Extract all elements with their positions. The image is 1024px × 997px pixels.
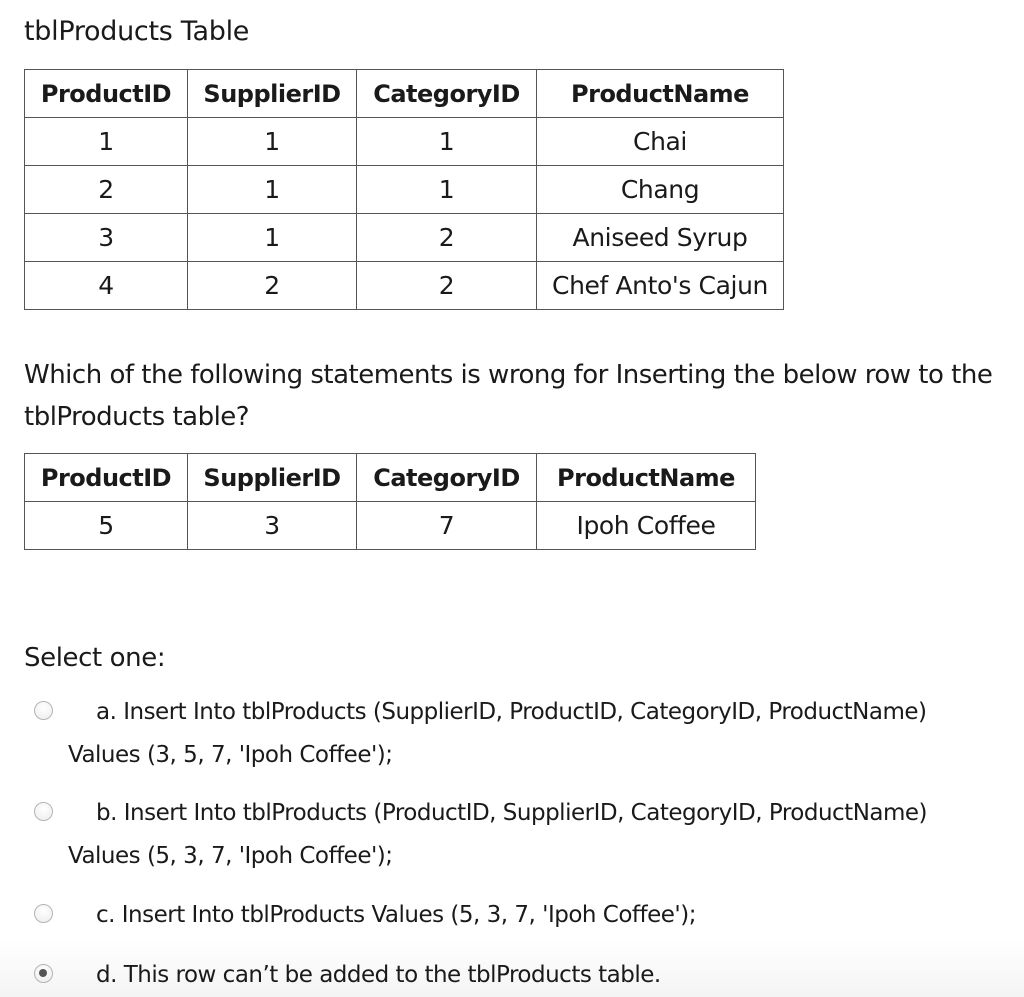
option-d-text: d. This row can’t be added to the tblProducts table. (96, 962, 661, 988)
column-header-productname: ProductName (537, 454, 756, 502)
answer-option-c[interactable] (34, 896, 1014, 936)
table-cell: Ipoh Coffee (537, 502, 756, 550)
radio-button-a[interactable] (34, 701, 53, 720)
table-row (25, 214, 784, 262)
table-cell: 1 (25, 118, 188, 166)
column-header-productname: ProductName (537, 70, 784, 118)
table-cell: 3 (188, 502, 357, 550)
table-header-row (25, 70, 784, 118)
radio-button-c[interactable] (34, 904, 53, 923)
column-header-categoryid: CategoryID (357, 454, 537, 502)
table-cell: Chef Anto's Cajun (537, 262, 784, 310)
answer-option-a[interactable] (34, 693, 1014, 779)
products-table (24, 69, 784, 310)
table-row (25, 262, 784, 310)
column-header-productid: ProductID (25, 70, 188, 118)
table-cell: Chai (537, 118, 784, 166)
table-cell: Chang (537, 166, 784, 214)
option-a-text-continued: Values (3, 5, 7, 'Ipoh Coffee'); (68, 742, 393, 768)
table-cell: 2 (357, 262, 537, 310)
new-row-table (24, 453, 756, 550)
table-row (25, 166, 784, 214)
table-cell: 1 (357, 166, 537, 214)
table-cell: 1 (188, 118, 357, 166)
column-header-productid: ProductID (25, 454, 188, 502)
radio-button-d[interactable] (34, 964, 53, 983)
option-a-text: a. Insert Into tblProducts (SupplierID, ProductID, CategoryID, ProductName) (96, 699, 927, 725)
table-cell: 2 (188, 262, 357, 310)
page-title: tblProducts Table (24, 16, 250, 47)
table-cell: 1 (357, 118, 537, 166)
column-header-supplierid: SupplierID (188, 70, 357, 118)
option-b-text: b. Insert Into tblProducts (ProductID, SupplierID, CategoryID, ProductName) (96, 800, 928, 826)
column-header-categoryid: CategoryID (357, 70, 537, 118)
table-cell: 2 (25, 166, 188, 214)
table-header-row (25, 454, 756, 502)
table-cell: 2 (357, 214, 537, 262)
answer-option-b[interactable] (34, 794, 1014, 880)
column-header-supplierid: SupplierID (188, 454, 357, 502)
answer-option-d[interactable] (34, 956, 1014, 996)
table-cell: 4 (25, 262, 188, 310)
select-one-prompt: Select one: (24, 643, 166, 673)
table-cell: Aniseed Syrup (537, 214, 784, 262)
question-text: Which of the following statements is wrong for Inserting the below row to the tblProducts table? (24, 360, 993, 432)
table-cell: 1 (188, 214, 357, 262)
table-row (25, 118, 784, 166)
table-cell: 7 (357, 502, 537, 550)
option-b-text-continued: Values (5, 3, 7, 'Ipoh Coffee'); (68, 843, 393, 869)
table-row (25, 502, 756, 550)
option-c-text: c. Insert Into tblProducts Values (5, 3, 7, 'Ipoh Coffee'); (96, 902, 696, 928)
table-cell: 3 (25, 214, 188, 262)
table-cell: 5 (25, 502, 188, 550)
table-cell: 1 (188, 166, 357, 214)
radio-button-b[interactable] (34, 802, 53, 821)
